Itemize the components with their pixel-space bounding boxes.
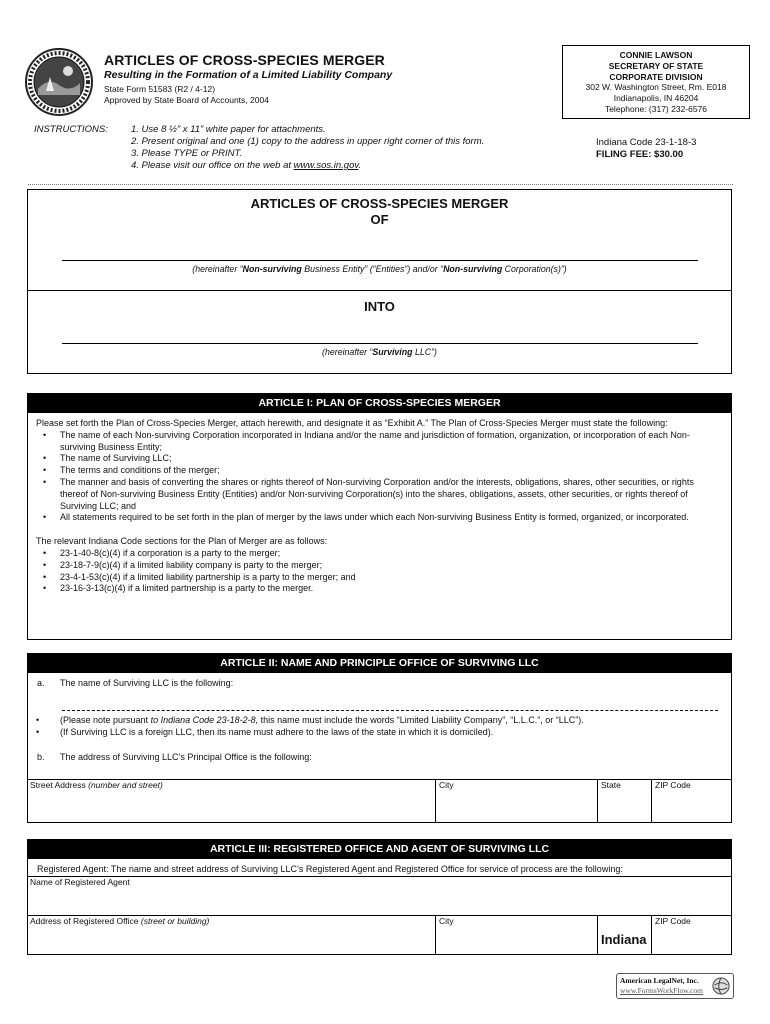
principal-address-row [28, 779, 731, 823]
surviving-name-label: The name of Surviving LLC is the following: [60, 678, 234, 688]
filing-info [596, 137, 696, 160]
city-field[interactable]: City [435, 780, 598, 823]
sos-address-line2: Indianapolis, IN 46204 [613, 93, 699, 104]
article2-header: ARTICLE II: NAME AND PRINCIPLE OFFICE OF SURVIVING LLC [27, 653, 732, 673]
sos-division: CORPORATE DIVISION [609, 71, 703, 82]
form-subtitle: Resulting in the Formation of a Limited Liability Company [104, 69, 393, 81]
approval-note: Approved by State Board of Accounts, 2004 [104, 95, 269, 105]
article3-section [27, 859, 732, 955]
instructions-label: INSTRUCTIONS: [34, 124, 108, 135]
list-item: • 23-18-7-9(c)(4) if a limited liability company is party to the merger; [43, 559, 323, 570]
merger-into: INTO [364, 299, 395, 314]
form-title: ARTICLES OF CROSS-SPECIES MERGER [104, 52, 385, 68]
surviving-note: (hereinafter “Surviving LLC”) [322, 347, 437, 357]
list-item: • The manner and basis of converting the shares or rights thereof of Non-surviving Corporation and/or the interests, obligations, shares, other securities, or rights thereof of Non-surviving Business Entity (Entities) and/or Non-surviving Corporation(s) into the shares, obligations, assets, other securities, or rights thereof of Surviving LLC; and [43, 476, 694, 511]
registered-state-field: Indiana [597, 916, 652, 955]
box-divider [28, 290, 731, 291]
article1-intro: Please set forth the Plan of Cross-Species Merger, attach herewith, and designate it as “Exhibit A.” The Plan of Cross-Species Merger must state the following: [36, 418, 668, 428]
instruction-item: 4. Please visit our office on the web at www.sos.in.gov. [131, 160, 362, 171]
instruction-item: 2. Present original and one (1) copy to the address in upper right corner of this form. [131, 136, 485, 147]
registered-office-row [28, 915, 731, 955]
sos-name: CONNIE LAWSON [619, 50, 693, 60]
list-item: • 23-1-40-8(c)(4) if a corporation is a party to the merger; [43, 547, 281, 558]
list-item: • All statements required to be set forth in the plan of merger by the laws under which each Non-surviving Business Entity is formed, organized, or incorporated. [43, 512, 689, 523]
non-surviving-name-field[interactable] [62, 260, 698, 261]
article3-header: ARTICLE III: REGISTERED OFFICE AND AGENT OF SURVIVING LLC [27, 839, 732, 859]
zip-field[interactable]: ZIP Code [651, 780, 732, 823]
sos-address-line1: 302 W. Washington Street, Rm. E018 [585, 82, 727, 93]
article2-section: a. The name of Surviving LLC is the following: • (Please note pursuant to Indiana Code 23-18-2-8, this name must include the words “Limited Liability Company”, “L.L.C.”, or “LLC”). • (If Surviving LLC is a foreign LLC, then its name must adhere to the laws of the state in which it is domiciled). b. The address of Surviving LLC’s Principal Office is the following: Street Address (number and street) City State ZIP Code [27, 673, 732, 823]
state-field[interactable]: State [597, 780, 652, 823]
registered-agent-intro: Registered Agent: The name and street address of Surviving LLC’s Registered Agent and Registered Office for service of process are the following: [37, 864, 623, 874]
principal-office-label: The address of Surviving LLC’s Principal Office is the following: [60, 752, 312, 762]
list-item: • The terms and conditions of the merger; [43, 465, 220, 476]
divider [28, 184, 733, 185]
instruction-item: 3. Please TYPE or PRINT. [131, 148, 243, 159]
publisher-name: American LegalNet, Inc. [620, 976, 699, 985]
indiana-code: Indiana Code 23-1-18-3 [596, 137, 697, 148]
list-item: • 23-16-3-13(c)(4) if a limited partnership is a party to the merger. [43, 583, 314, 594]
instructions-list [131, 124, 484, 172]
filing-fee: FILING FEE: $30.00 [596, 148, 684, 160]
list-item: • The name of Surviving LLC; [43, 453, 172, 464]
registered-city-field[interactable]: City [435, 916, 598, 955]
merger-heading: ARTICLES OF CROSS-SPECIES MERGER [250, 196, 509, 211]
list-item: • 23-4-1-53(c)(4) if a limited liability partnership is a party to the merger; and [43, 571, 356, 582]
article1-bullets [36, 430, 723, 524]
merger-parties-box [27, 189, 732, 374]
surviving-name-field[interactable] [62, 343, 698, 344]
non-surviving-note: (hereinafter “Non-surviving Business Entity” (“Entities”) and/or “Non-surviving Corporation(s)”) [192, 264, 567, 274]
publisher-badge [616, 973, 734, 999]
globe-icon [712, 977, 730, 995]
secretary-of-state-box [562, 45, 750, 119]
street-address-field[interactable]: Street Address (number and street) [30, 780, 163, 790]
codes-intro: The relevant Indiana Code sections for the Plan of Merger are as follows: [36, 536, 328, 547]
article1-section [27, 413, 732, 640]
article1-header: ARTICLE I: PLAN OF CROSS-SPECIES MERGER [27, 393, 732, 413]
name-requirement-note: (Please note pursuant to Indiana Code 23-18-2-8, this name must include the words “Limited Liability Company”, “L.L.C.”, or “LLC”). [60, 715, 584, 725]
website-link[interactable]: www.sos.in.gov [293, 160, 359, 171]
code-list [36, 548, 723, 595]
form-number: State Form 51583 (R2 / 4-12) [104, 84, 216, 94]
registered-zip-field[interactable]: ZIP Code [651, 916, 732, 955]
registered-office-address-field[interactable]: Address of Registered Office (street or building) [30, 916, 210, 926]
instruction-item: 1. Use 8 ½” x 11” white paper for attachments. [131, 124, 326, 135]
sos-phone: Telephone: (317) 232-6576 [604, 103, 708, 114]
merger-of: OF [370, 212, 389, 227]
agent-name-field[interactable]: Name of Registered Agent [28, 876, 731, 916]
state-seal [24, 47, 94, 117]
list-item: • The name of each Non-surviving Corporation incorporated in Indiana and/or the name and jurisdiction of formation, organization, or incorporation of each Non-surviving Business Entity; [43, 429, 690, 452]
publisher-url[interactable]: www.FormsWorkFlow.com [620, 986, 704, 995]
foreign-llc-note: (If Surviving LLC is a foreign LLC, then its name must adhere to the laws of the state in which it is domiciled). [60, 727, 494, 737]
sos-title: SECRETARY OF STATE [608, 60, 704, 71]
surviving-llc-name-field[interactable] [62, 710, 718, 711]
